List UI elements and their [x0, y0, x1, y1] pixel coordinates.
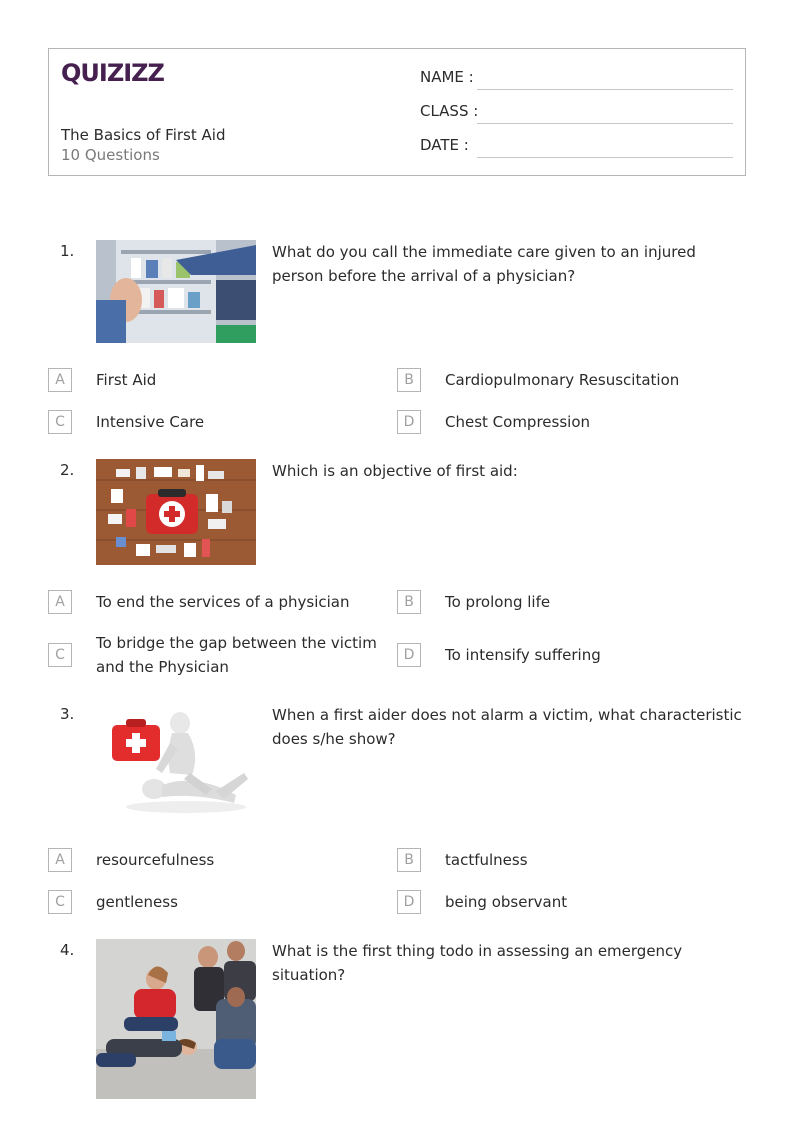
option-text[interactable]: To prolong life: [445, 593, 551, 611]
question-text: What is the first thing todo in assessing an emergency situation?: [272, 942, 683, 984]
option-letter-box[interactable]: B: [397, 368, 421, 392]
worksheet-title: The Basics of First Aid: [61, 126, 226, 144]
option-text[interactable]: Cardiopulmonary Resuscitation: [445, 371, 680, 389]
question-number: 2.: [60, 461, 75, 479]
option-text[interactable]: gentleness: [96, 893, 178, 911]
class-label: CLASS :: [420, 102, 479, 120]
option-letter-box[interactable]: D: [397, 410, 421, 434]
option-letter-box[interactable]: A: [48, 590, 72, 614]
option-letter-box[interactable]: A: [48, 848, 72, 872]
worksheet-header: [48, 48, 746, 176]
option-letter-box[interactable]: C: [48, 643, 72, 667]
name-label: NAME :: [420, 68, 474, 86]
option-text[interactable]: resourcefulness: [96, 851, 215, 869]
option-text[interactable]: Chest Compression: [445, 413, 591, 431]
cpr-figure-illustration: [96, 703, 256, 815]
date-label: DATE :: [420, 136, 469, 154]
option-letter-box[interactable]: D: [397, 643, 421, 667]
option-letter-box[interactable]: C: [48, 410, 72, 434]
question-text: When a first aider does not alarm a victim, what characteristic does s/he show?: [272, 706, 742, 748]
option-text[interactable]: Intensive Care: [96, 413, 205, 431]
question-number: 1.: [60, 242, 75, 260]
question-number: 3.: [60, 705, 75, 723]
option-text[interactable]: To intensify suffering: [445, 646, 601, 664]
class-line[interactable]: [477, 123, 733, 124]
option-letter-box[interactable]: C: [48, 890, 72, 914]
option-text[interactable]: To end the services of a physician: [96, 593, 350, 611]
option-letter-box[interactable]: B: [397, 590, 421, 614]
first-aid-kit-photo: [96, 459, 256, 565]
date-line[interactable]: [477, 157, 733, 158]
option-text[interactable]: To bridge the gap between the victim and the Physician: [96, 634, 377, 676]
first-aid-training-photo: [96, 939, 256, 1099]
first-aid-cabinet-photo: [96, 240, 256, 343]
option-text[interactable]: being observant: [445, 893, 568, 911]
option-text[interactable]: First Aid: [96, 371, 157, 389]
question-count: 10 Questions: [61, 146, 160, 164]
question-text: Which is an objective of first aid:: [272, 462, 518, 480]
question-text: What do you call the immediate care given to an injured person before the arrival of a physician?: [272, 243, 696, 285]
option-text[interactable]: tactfulness: [445, 851, 528, 869]
question-number: 4.: [60, 941, 75, 959]
name-line[interactable]: [477, 89, 733, 90]
quizizz-logo: QUIZIZZ: [61, 59, 164, 87]
option-letter-box[interactable]: D: [397, 890, 421, 914]
option-letter-box[interactable]: A: [48, 368, 72, 392]
option-letter-box[interactable]: B: [397, 848, 421, 872]
